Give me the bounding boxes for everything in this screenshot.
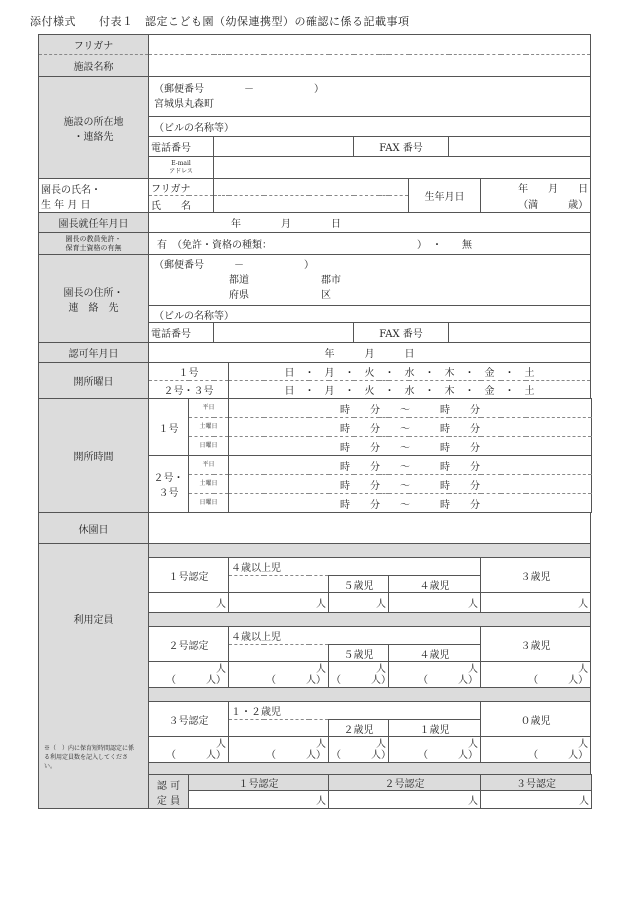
form-title: 添付様式 付表１ 認定こども園（幼保連携型）の確認に係る記載事項 — [30, 15, 410, 28]
license-label — [39, 233, 149, 255]
director-furigana-field[interactable] — [214, 179, 409, 196]
capacity-type1-over4-value[interactable]: 人 — [229, 593, 329, 613]
hours-g1-weekday-time: 時 分 ～ 時 分 — [229, 399, 592, 418]
director-label — [39, 179, 149, 213]
hours-group2-line1: ２号・ — [153, 473, 184, 484]
capacity-spacer-3 — [149, 688, 591, 702]
capacity-spacer-2 — [149, 613, 591, 627]
home-fax-label: FAX 番号 — [354, 323, 449, 343]
capacity-type2-age3-unit: 人 — [578, 663, 589, 675]
capacity-type2-total-paren: （ 人） — [166, 674, 226, 686]
capacity-type1-over4: ４歳以上児 — [229, 558, 481, 576]
director-age: （満 歳） — [481, 196, 591, 213]
capacity-type3-total-unit: 人 — [216, 738, 226, 750]
address-label — [39, 77, 149, 179]
capacity-type3-age12-paren: （ 人） — [266, 749, 326, 761]
address-label-line2: ・連絡先 — [73, 131, 114, 143]
address-email-line2: アドレス — [169, 167, 193, 175]
capacity-type3-age1-paren: （ 人） — [418, 749, 478, 761]
capacity-type2-over4-unit: 人 — [316, 663, 326, 675]
capacity-type3-blank — [229, 720, 329, 737]
capacity-type3-age2-value[interactable] — [329, 737, 389, 763]
capacity-type3-age0-value[interactable] — [481, 737, 591, 763]
hours-g1-weekday: 平日 — [189, 399, 229, 418]
license-label-line1: 園長の教員免許・ — [65, 234, 122, 243]
capacity-spacer-1 — [149, 544, 591, 558]
appointment-label: 園長就任年月日 — [39, 213, 149, 233]
director-name-field[interactable] — [214, 196, 409, 213]
capacity-note: ※（ ）内に保育短時間認定に係る利用定員数を記入してください。 — [44, 745, 135, 770]
capacity-type1-blank — [229, 576, 329, 593]
capacity-type3-age2-unit: 人 — [376, 738, 386, 750]
capacity-type2-blank — [229, 645, 329, 662]
licensed-type2-label: ２号認定 — [329, 775, 481, 791]
address-location: 宮城県丸森町 — [154, 98, 214, 110]
hours-g1-saturday-time: 時 分 ～ 時 分 — [229, 418, 592, 437]
capacity-type3-age2: ２歳児 — [329, 720, 389, 737]
capacity-type2-over4-paren: （ 人） — [266, 674, 326, 686]
capacity-type2-over4-value[interactable] — [229, 662, 329, 688]
address-fax-field[interactable] — [449, 137, 591, 157]
capacity-spacer-4 — [149, 763, 591, 775]
licensed-type3-label: ３号認定 — [481, 775, 592, 791]
days-row2-weekdays: 日 ・ 月 ・ 火 ・ 水 ・ 木 ・ 金 ・ 土 — [229, 381, 591, 399]
capacity-type2-age5: ５歳児 — [329, 645, 389, 662]
licensed-type1-value[interactable]: 人 — [189, 791, 329, 809]
director-birth-date: 年 月 日 — [481, 179, 591, 196]
hours-group1-label: １号 — [149, 399, 189, 456]
home-fax-field[interactable] — [449, 323, 591, 343]
license-label-line2: 保育士資格の有無 — [65, 243, 122, 252]
capacity-type1-age5: ５歳児 — [329, 576, 389, 593]
days-row1-label: １号 — [149, 363, 229, 381]
days-row2-label: ２号・３号 — [149, 381, 229, 399]
capacity-type3-age0-unit: 人 — [578, 738, 589, 750]
capacity-type2-total-unit: 人 — [216, 663, 226, 675]
capacity-type3-age1-value[interactable] — [389, 737, 481, 763]
director-birth-label: 生年月日 — [409, 179, 481, 213]
address-email-label — [149, 157, 214, 179]
days-label: 開所曜日 — [39, 363, 149, 399]
capacity-type3-age0: ０歳児 — [481, 702, 591, 737]
authorization-date: 年 月 日 — [149, 343, 591, 363]
home-building: （ビルの名称等） — [149, 306, 591, 323]
capacity-type2-over4: ４歳以上児 — [229, 627, 481, 645]
address-building: （ビルの名称等） — [149, 117, 591, 137]
home-label-line1: 園長の住所・ — [63, 287, 124, 299]
license-value: 有 （免許・資格の種類： ） ・ 無 — [149, 233, 591, 255]
address-fax-label: FAX 番号 — [354, 137, 449, 157]
director-label-line2: 生 年 月 日 — [41, 199, 91, 211]
capacity-type3-age0-paren: （ 人） — [528, 749, 589, 761]
capacity-type3-age12: １・２歳児 — [229, 702, 481, 720]
home-pref2: 府県 — [229, 289, 249, 301]
closed-label: 休園日 — [39, 513, 149, 544]
capacity-type2-age4-unit: 人 — [468, 663, 478, 675]
closed-field[interactable] — [149, 513, 591, 544]
capacity-type2-age4-paren: （ 人） — [418, 674, 478, 686]
authorization-label: 認可年月日 — [39, 343, 149, 363]
licensed-label: 認 可 定 員 — [149, 775, 189, 809]
licensed-type3-value[interactable]: 人 — [481, 791, 592, 809]
home-pref1: 都道 — [229, 274, 249, 286]
capacity-type2-total[interactable] — [149, 662, 229, 688]
capacity-type2-age5-value[interactable] — [329, 662, 389, 688]
capacity-type3-label: ３号認定 — [149, 702, 229, 737]
address-label-line1: 施設の所在地 — [63, 116, 124, 128]
home-label-line2: 連 絡 先 — [68, 302, 119, 314]
hours-g1-holiday: 日曜日 — [189, 437, 229, 456]
hours-g2-saturday: 土曜日 — [189, 475, 229, 494]
hours-g2-weekday-time: 時 分 ～ 時 分 — [229, 456, 592, 475]
capacity-type1-label: １号認定 — [149, 558, 229, 593]
appointment-date: 年 月 日 — [149, 213, 591, 233]
hours-group2-line2: ３号 — [158, 488, 179, 499]
licensed-type2-value[interactable]: 人 — [329, 791, 481, 809]
home-pref-line1 — [154, 273, 588, 288]
capacity-type1-age4: ４歳児 — [389, 576, 481, 593]
director-name-label: 氏 名 — [149, 196, 214, 213]
capacity-label: 利用定員 — [39, 544, 149, 809]
address-postal: （郵便番号 － ） — [154, 83, 324, 95]
licensed-type1-label: １号認定 — [189, 775, 329, 791]
capacity-type3-total-paren: （ 人） — [166, 749, 226, 761]
address-email-field[interactable] — [214, 157, 591, 179]
hours-g2-weekday: 平日 — [189, 456, 229, 475]
capacity-type3-total[interactable] — [149, 737, 229, 763]
hours-g2-holiday: 日曜日 — [189, 494, 229, 513]
capacity-type2-age4-value[interactable] — [389, 662, 481, 688]
capacity-type3-age1-unit: 人 — [468, 738, 478, 750]
days-row1-weekdays: 日 ・ 月 ・ 火 ・ 水 ・ 木 ・ 金 ・ 土 — [229, 363, 591, 381]
capacity-type2-age5-unit: 人 — [376, 663, 386, 675]
address-email-line1: E-mail — [171, 159, 191, 167]
home-postal: （郵便番号 － ） — [154, 259, 314, 271]
home-tel-label: 電話番号 — [149, 323, 214, 343]
home-tel-field[interactable] — [214, 323, 354, 343]
director-furigana-label: フリガナ — [149, 179, 214, 196]
hours-g2-holiday-time: 時 分 ～ 時 分 — [229, 494, 592, 513]
capacity-type1-age3: ３歳児 — [481, 558, 591, 593]
home-city2: 区 — [321, 289, 331, 301]
facility-name-field[interactable] — [149, 55, 591, 77]
home-city1: 郡市 — [321, 274, 341, 286]
facility-furigana-field[interactable] — [149, 35, 591, 55]
hours-group2-label — [149, 456, 189, 513]
capacity-type1-age5-value[interactable]: 人 — [329, 593, 389, 613]
capacity-type2-age5-paren: （ 人） — [331, 674, 391, 686]
capacity-type2-label: ２号認定 — [149, 627, 229, 662]
director-label-line1: 園長の氏名・ — [41, 184, 101, 196]
address-tel-label: 電話番号 — [149, 137, 214, 157]
capacity-type2-age3-value[interactable] — [481, 662, 591, 688]
capacity-type1-age3-value[interactable]: 人 — [481, 593, 591, 613]
hours-label: 開所時間 — [39, 399, 149, 513]
capacity-type3-age12-unit: 人 — [316, 738, 326, 750]
hours-g1-saturday: 土曜日 — [189, 418, 229, 437]
capacity-type3-age12-value[interactable] — [229, 737, 329, 763]
hours-g2-saturday-time: 時 分 ～ 時 分 — [229, 475, 592, 494]
hours-g1-holiday-time: 時 分 ～ 時 分 — [229, 437, 592, 456]
address-tel-field[interactable] — [214, 137, 354, 157]
home-label — [39, 255, 149, 343]
capacity-type2-age3: ３歳児 — [481, 627, 591, 662]
capacity-type2-age4: ４歳児 — [389, 645, 481, 662]
capacity-type3-age1: １歳児 — [389, 720, 481, 737]
capacity-type1-age4-value[interactable]: 人 — [389, 593, 481, 613]
home-pref-line2 — [154, 288, 588, 303]
record-table — [38, 34, 592, 809]
facility-furigana-label: フリガナ — [39, 35, 149, 55]
capacity-type1-total[interactable]: 人 — [149, 593, 229, 613]
facility-name-label: 施設名称 — [39, 55, 149, 77]
capacity-type2-age3-paren: （ 人） — [528, 674, 589, 686]
capacity-type3-age2-paren: （ 人） — [331, 749, 391, 761]
